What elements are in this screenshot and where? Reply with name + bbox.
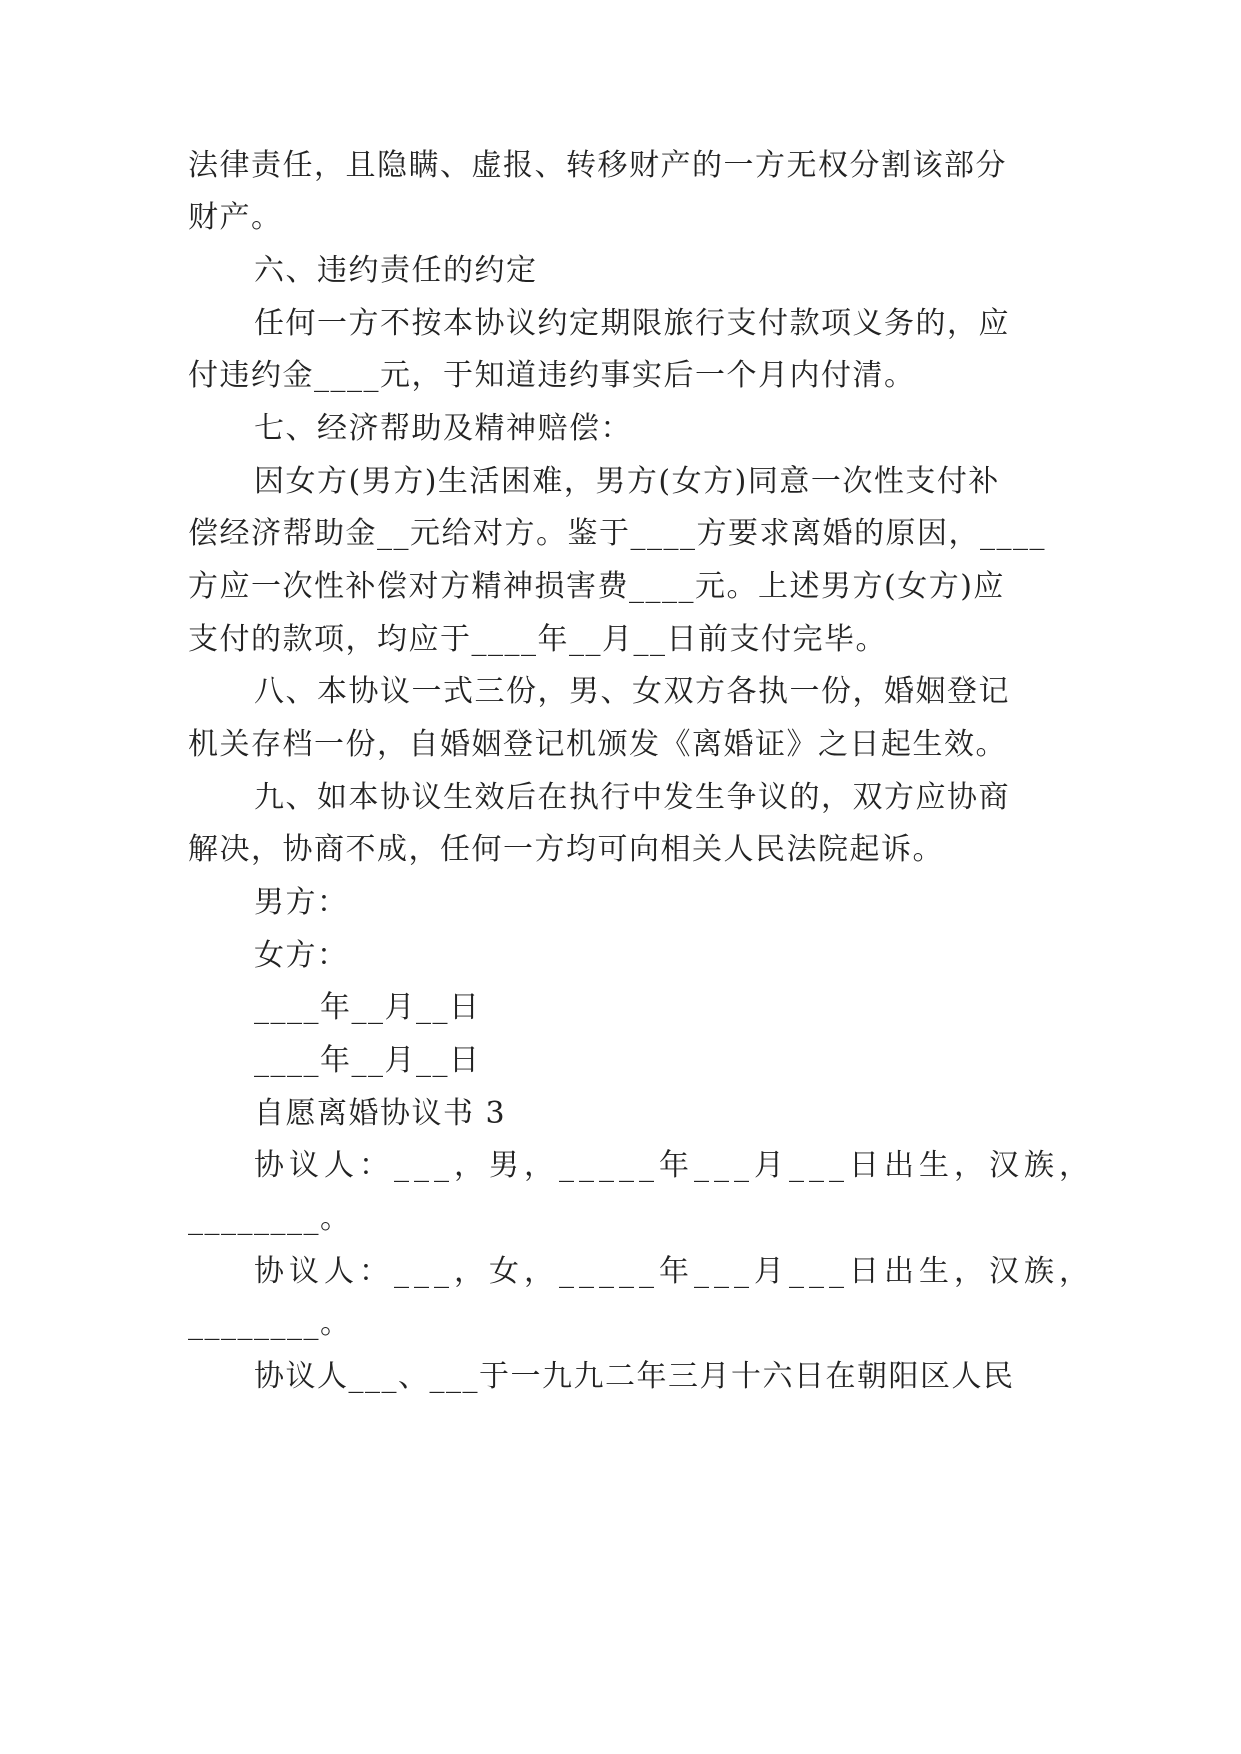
paragraph-line: 偿经济帮助金__元给对方。鉴于____方要求离婚的原因，____	[188, 516, 1046, 551]
section-heading-dispute: 九、如本协议生效后在执行中发生争议的，双方应协商	[254, 780, 1010, 815]
paragraph-line: 协议人___、___于一九九二年三月十六日在朝阳区人民	[254, 1359, 1015, 1394]
section-heading-compensation: 七、经济帮助及精神赔偿：	[254, 411, 632, 446]
party-male-line: 协议人：___，男，_____年___月___日出生，汉族，	[254, 1148, 1094, 1183]
paragraph-line: 方应一次性补偿对方精神损害费____元。上述男方(女方)应	[188, 569, 1005, 604]
paragraph-line: 解决，协商不成，任何一方均可向相关人民法院起诉。	[188, 832, 944, 867]
signature-female: 女方：	[254, 938, 349, 973]
paragraph-line: 法律责任，且隐瞒、虚报、转移财产的一方无权分割该部分	[188, 148, 1007, 183]
document-title: 自愿离婚协议书 3	[254, 1096, 507, 1131]
paragraph-line: ________。	[188, 1306, 352, 1341]
paragraph-line: 因女方(男方)生活困难，男方(女方)同意一次性支付补	[254, 464, 1000, 499]
signature-date: ____年__月__日	[254, 1043, 481, 1078]
section-heading-copies: 八、本协议一式三份，男、女双方各执一份，婚姻登记	[254, 674, 1010, 709]
paragraph-line: 任何一方不按本协议约定期限旅行支付款项义务的，应	[254, 306, 1010, 341]
section-heading-breach: 六、违约责任的约定	[254, 253, 538, 288]
paragraph-line: 付违约金____元，于知道违约事实后一个月内付清。	[188, 358, 916, 393]
signature-male: 男方：	[254, 885, 349, 920]
paragraph-line: 财产。	[188, 200, 283, 235]
party-female-line: 协议人：___，女，_____年___月___日出生，汉族，	[254, 1254, 1094, 1289]
paragraph-line: 支付的款项，均应于____年__月__日前支付完毕。	[188, 622, 887, 657]
signature-date: ____年__月__日	[254, 990, 481, 1025]
paragraph-line: 机关存档一份，自婚姻登记机颁发《离婚证》之日起生效。	[188, 727, 1007, 762]
paragraph-line: ________。	[188, 1201, 352, 1236]
